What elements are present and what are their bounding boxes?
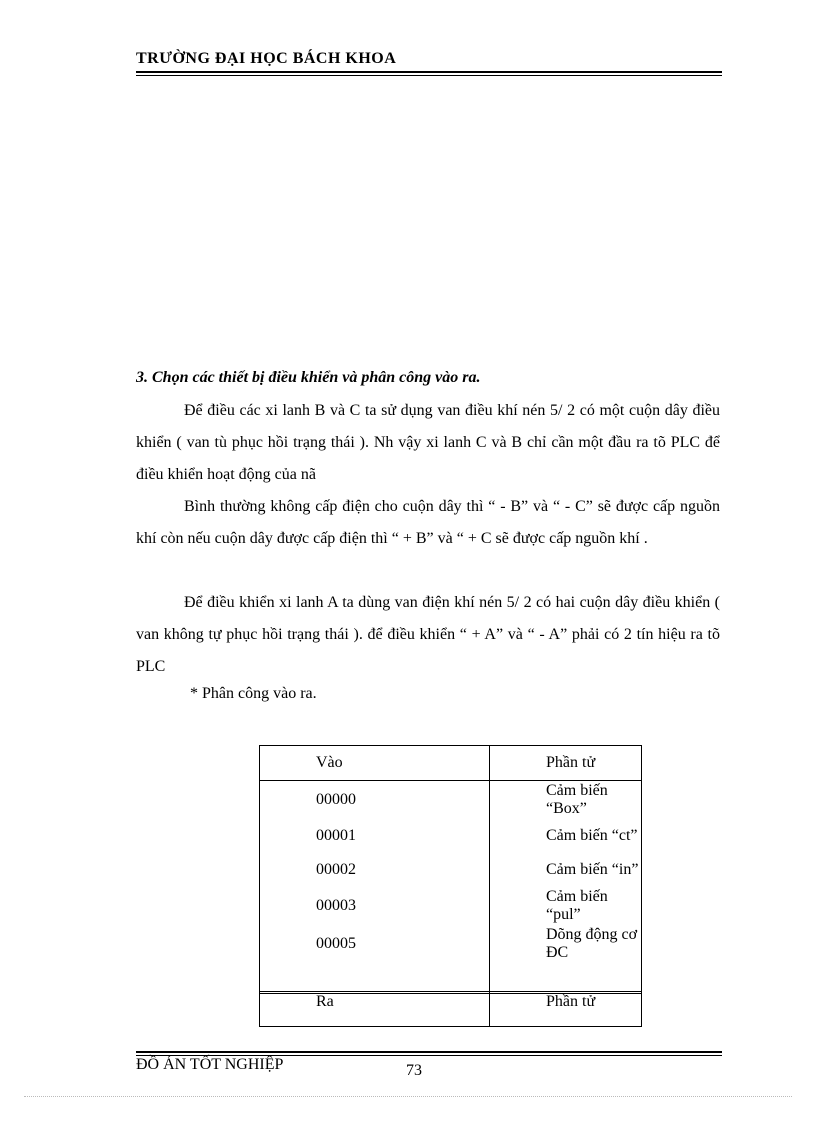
- footer-rule: [136, 1051, 722, 1053]
- table-cell: Dõng động cơ ĐC: [490, 925, 642, 963]
- paragraph: [136, 395, 720, 491]
- table-cell: Cảm biến “ct”: [490, 819, 642, 853]
- table-header-row: [260, 992, 642, 1027]
- table-header-row: [260, 746, 642, 781]
- table-row: [260, 853, 642, 887]
- paragraph: [136, 587, 720, 683]
- input-table: [259, 745, 642, 994]
- header-title: TRƯỜNG ĐẠI HỌC BÁCH KHOA: [136, 50, 397, 67]
- page-number: 73: [406, 1062, 422, 1079]
- table-cell: 00000: [260, 781, 490, 820]
- paragraph-text: Bình thường không cấp điện cho cuộn dây thì “ - B” và “ - C” sẽ được cấp nguồn khí còn nếu cuộn dây được cấp điện thì “ + B” và “ + C sẽ được cấp nguồn khí .: [136, 498, 720, 547]
- table-row: [260, 781, 642, 820]
- header-rule: [136, 71, 722, 73]
- column-header: Phần tử: [490, 746, 642, 781]
- column-header: Vào: [260, 746, 490, 781]
- column-header: Ra: [260, 992, 490, 1027]
- table-cell: Cảm biến “in”: [490, 853, 642, 887]
- paragraph: [136, 491, 720, 555]
- column-header: Phần tử: [490, 992, 642, 1027]
- table-row: [260, 887, 642, 925]
- table-cell: 00003: [260, 887, 490, 925]
- table-row: [260, 925, 642, 963]
- table-cell: 00002: [260, 853, 490, 887]
- table-cell: 00001: [260, 819, 490, 853]
- bullet-line: * Phân công vào ra.: [190, 685, 317, 702]
- header-rule-thin: [136, 75, 722, 76]
- table-spacer-row: [260, 963, 642, 994]
- paragraph-text: Để điều khiển xi lanh A ta dùng van điện khí nén 5/ 2 có hai cuộn dây điều khiển ( van không tự phục hồi trạng thái ). để điều khiển “ + A” và “ - A” phải có 2 tín hiệu ra tõ PLC: [136, 594, 720, 675]
- table-cell: 00005: [260, 925, 490, 963]
- footer-title: ĐỒ ÁN TỐT NGHIỆP: [136, 1056, 284, 1073]
- table-cell: Cảm biến “Box”: [490, 781, 642, 820]
- output-table: [259, 991, 642, 1027]
- section-heading: 3. Chọn các thiết bị điều khiển và phân công vào ra.: [136, 369, 481, 386]
- page-edge-divider: [24, 1096, 792, 1097]
- table-row: [260, 819, 642, 853]
- table-cell: Cảm biến “pul”: [490, 887, 642, 925]
- paragraph-text: Để điều các xi lanh B và C ta sử dụng van điều khí nén 5/ 2 có một cuộn dây điều khiển ( van tù phục hồi trạng thái ). Nh vậy xi lanh C và B chỉ cần một đầu ra tõ PLC để điều khiển hoạt động của nã: [136, 402, 720, 483]
